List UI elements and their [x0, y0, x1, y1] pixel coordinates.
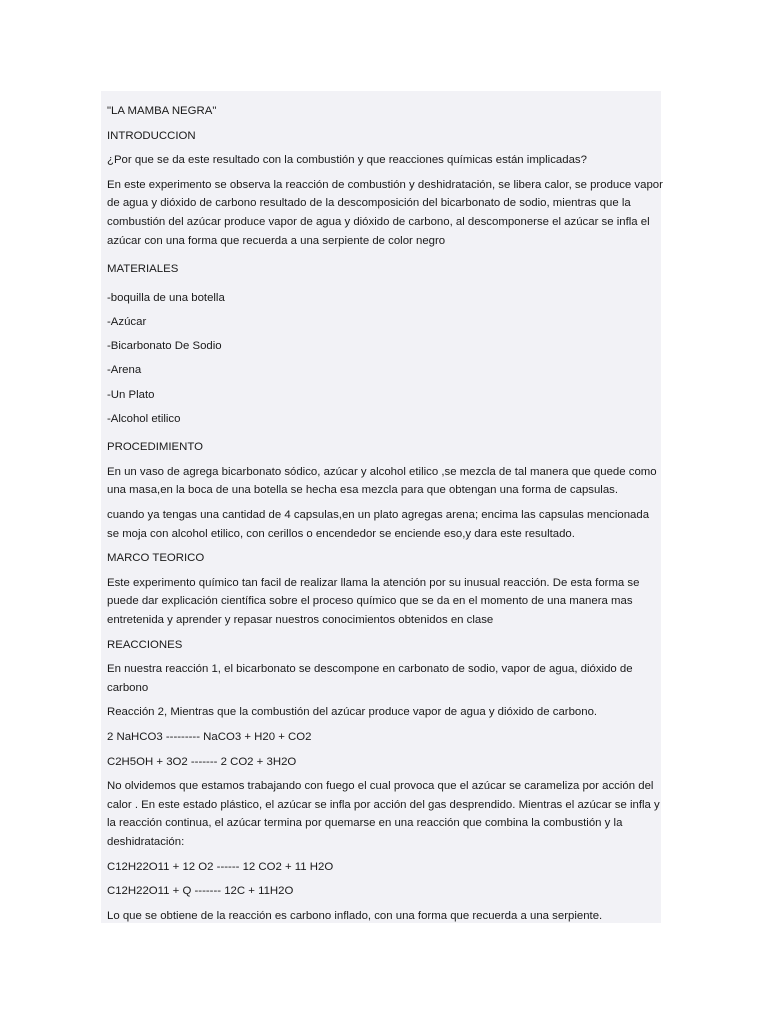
theory-heading: MARCO TEORICO	[107, 552, 205, 565]
list-item: -Azúcar	[107, 315, 147, 328]
materials-heading: MATERIALES	[107, 263, 179, 276]
theory-paragraph: Este experimento químico tan facil de realizar llama la atención por su inusual reacción. De esta forma se puede dar explicación científica sobre el proceso químico que se da en el momento de una manera mas entretenida y aprender y repasar nuestros conocimientos obtenidos en clase	[107, 576, 640, 627]
list-item: -Arena	[107, 364, 142, 377]
procedure-heading: PROCEDIMIENTO	[107, 441, 203, 454]
list-item: -Alcohol etilico	[107, 412, 181, 425]
procedure-paragraph-1: En un vaso de agrega bicarbonato sódico, azúcar y alcohol etilico ,se mezcla de tal manera que quede como una masa,en la boca de una botella se hecha esa mezcla para que obtengan una forma de capsulas.	[107, 465, 657, 497]
list-item: -boquilla de una botella	[107, 291, 225, 304]
reactions-paragraph-2: Reacción 2, Mientras que la combustión del azúcar produce vapor de agua y dióxido de carbono.	[107, 706, 598, 719]
intro-heading: INTRODUCCION	[107, 129, 196, 142]
equation-1: 2 NaHCO3 --------- NaCO3 + H20 + CO2	[107, 731, 312, 743]
equation-4: C12H22O11 + Q ------- 12C + 11H2O	[107, 885, 294, 898]
materials-list	[107, 289, 663, 429]
conclusion-paragraph: Lo que se obtiene de la reacción es carbono inflado, con una forma que recuerda a una serpiente.	[107, 909, 603, 922]
list-item: -Un Plato	[107, 388, 155, 401]
reactions-paragraph-1: En nuestra reacción 1, el bicarbonato se descompone en carbonato de sodio, vapor de agua, dióxido de carbono	[107, 663, 633, 694]
list-item: -Bicarbonato De Sodio	[107, 340, 222, 353]
equation-3: C12H22O11 + 12 O2 ------ 12 CO2 + 11 H2O	[107, 860, 334, 873]
reactions-heading: REACCIONES	[107, 638, 183, 651]
equation-2: C2H5OH + 3O2 ------- 2 CO2 + 3H2O	[107, 755, 297, 768]
intro-paragraph: En este experimento se observa la reacción de combustión y deshidratación, se libera calor, se produce vapor de agua y dióxido de carbono resultado de la descomposición del bicarbonato de sodio, mientras que la combustión del azúcar produce vapor de agua y dióxido de carbono, al descomponerse el azúcar se infla el azúcar con una forma que recuerda a una serpiente de color negro	[107, 178, 663, 247]
reactions-paragraph-3: No olvidemos que estamos trabajando con fuego el cual provoca que el azúcar se carameliza por acción del calor . En este estado plástico, el azúcar se infla por acción del gas desprendido. Mientras el azúcar se infla y la reacción continua, el azúcar termina por quemarse en una reacción que combina la combustión y la deshidratación:	[107, 780, 660, 848]
intro-question: ¿Por que se da este resultado con la combustión y que reacciones químicas están implicadas?	[107, 154, 587, 167]
document-content	[107, 102, 663, 931]
procedure-paragraph-2: cuando ya tengas una cantidad de 4 capsulas,en un plato agregas arena; encima las capsulas mencionada se moja con alcohol etilico, con cerillos o encendedor se enciende eso,y dara este resultado.	[107, 509, 650, 540]
document-title: "LA MAMBA NEGRA"	[107, 105, 217, 117]
